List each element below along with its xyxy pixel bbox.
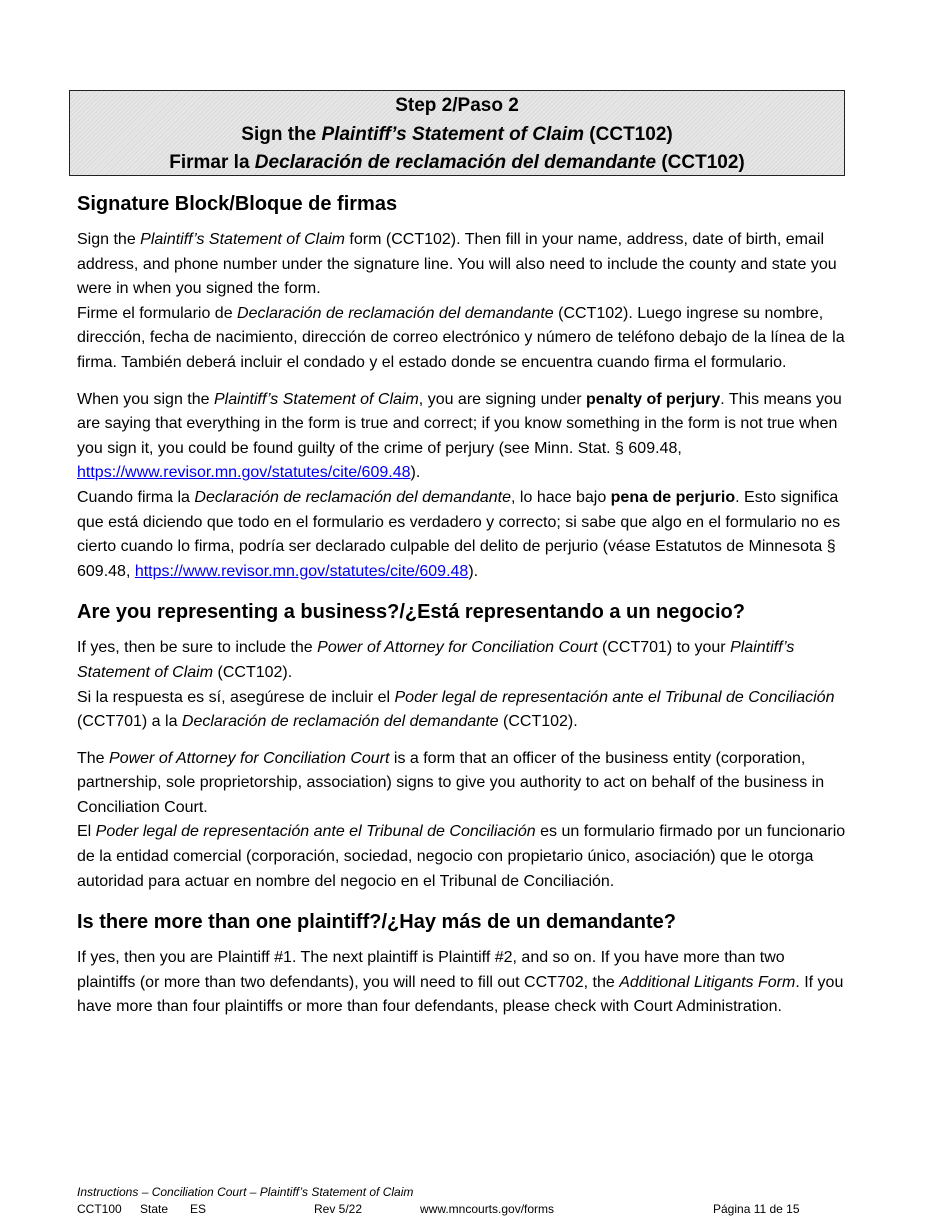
footer-revision: Rev 5/22 — [314, 1202, 363, 1216]
footer-state: State — [140, 1202, 169, 1216]
signature-heading: Signature Block/Bloque de firmas — [77, 193, 398, 215]
business-paragraph-es: Si la respuesta es sí, asegúrese de incluir el Poder legal de representación ante el Tribunal de Conciliación (CCT701) a la Declaración de reclamación del demandante (CCT102). — [77, 688, 835, 731]
power-of-attorney-paragraph-en: The Power of Attorney for Conciliation Court is a form that an officer of the business entity (corporation, partnership, sole proprietorship, association) signs to give you authority to act on behalf of the business in Conciliation Court. — [77, 749, 825, 816]
step-subtitle-en: Sign the Plaintiff’s Statement of Claim (CCT102) — [241, 123, 673, 145]
statute-link-es[interactable]: https://www.revisor.mn.gov/statutes/cite/609.48 — [134, 562, 469, 580]
page-footer — [77, 1184, 807, 1218]
footer-url: www.mncourts.gov/forms — [420, 1202, 555, 1216]
business-heading: Are you representing a business?/¿Está representando a un negocio? — [77, 601, 745, 624]
step-subtitle-es: Firmar la Declaración de reclamación del demandante (CCT102) — [169, 152, 745, 173]
perjury-paragraph-en: When you sign the Plaintiff’s Statement of Claim, you are signing under penalty of perjury. This means you are saying that everything in the form is true and correct; if you know something in the form is not true when you sign it, you could be found guilty of the crime of perjury (see Minn. Stat. § 609.48, https://www.revisor.mn.gov/statutes/cite/609.48). — [77, 390, 842, 482]
signature-paragraph-en: Sign the Plaintiff’s Statement of Claim form (CCT102). Then fill in your name, address, date of birth, email address, and phone number under the signature line. You will also need to include the county and state you were in when you signed the form. — [77, 231, 837, 298]
footer-page-number: Página 11 de 15 — [713, 1202, 800, 1216]
step-header-box — [69, 90, 845, 176]
footer-title: Instructions – Conciliation Court – Plaintiff’s Statement of Claim — [77, 1185, 414, 1199]
main-content — [77, 190, 847, 1020]
footer-language: ES — [190, 1202, 207, 1216]
business-paragraph-en: If yes, then be sure to include the Power of Attorney for Conciliation Court (CCT701) to your Plaintiff’s Statement of Claim (CCT102). — [77, 639, 795, 681]
statute-link-en[interactable]: https://www.revisor.mn.gov/statutes/cite/609.48 — [77, 464, 411, 482]
plaintiff-heading: Is there more than one plaintiff?/¿Hay más de un demandante? — [77, 911, 676, 934]
footer-form-number: CCT100 — [77, 1202, 122, 1216]
power-of-attorney-paragraph-es: El Poder legal de representación ante el Tribunal de Conciliación es un formulario firmado por un funcionario de la entidad comercial (corporación, sociedad, negocio con propietario único, asociación) que le otorga autoridad para actuar en nombre del negocio en el Tribunal de Conciliación. — [77, 823, 846, 890]
perjury-paragraph-es: Cuando firma la Declaración de reclamación del demandante, lo hace bajo pena de perjurio. Esto significa que está diciendo que todo en el formulario es verdadero y correcto; si sabe que algo en el formulario no es cierto cuando lo firma, podría ser declarado culpable del delito de perjurio (véase Estatutos de Minnesota § 609.48, https://www.revisor.mn.gov/statutes/cite/609.48). — [77, 488, 841, 580]
plaintiff-paragraph: If yes, then you are Plaintiff #1. The next plaintiff is Plaintiff #2, and so on. If you have more than two plaintiffs (or more than two defendants), you will need to fill out CCT702, the Additional Litigants Form. If you have more than four plaintiffs or more than four defendants, please check with Court Administration. — [77, 949, 844, 1016]
step-title: Step 2/Paso 2 — [395, 95, 519, 116]
signature-paragraph-es: Firme el formulario de Declaración de reclamación del demandante (CCT102). Luego ingrese su nombre, dirección, fecha de nacimiento, dirección de correo electrónico y número de teléfono debajo de la línea de la firma. También deberá incluir el condado y el estado donde se encuentra cuando firma el formulario. — [77, 304, 845, 371]
